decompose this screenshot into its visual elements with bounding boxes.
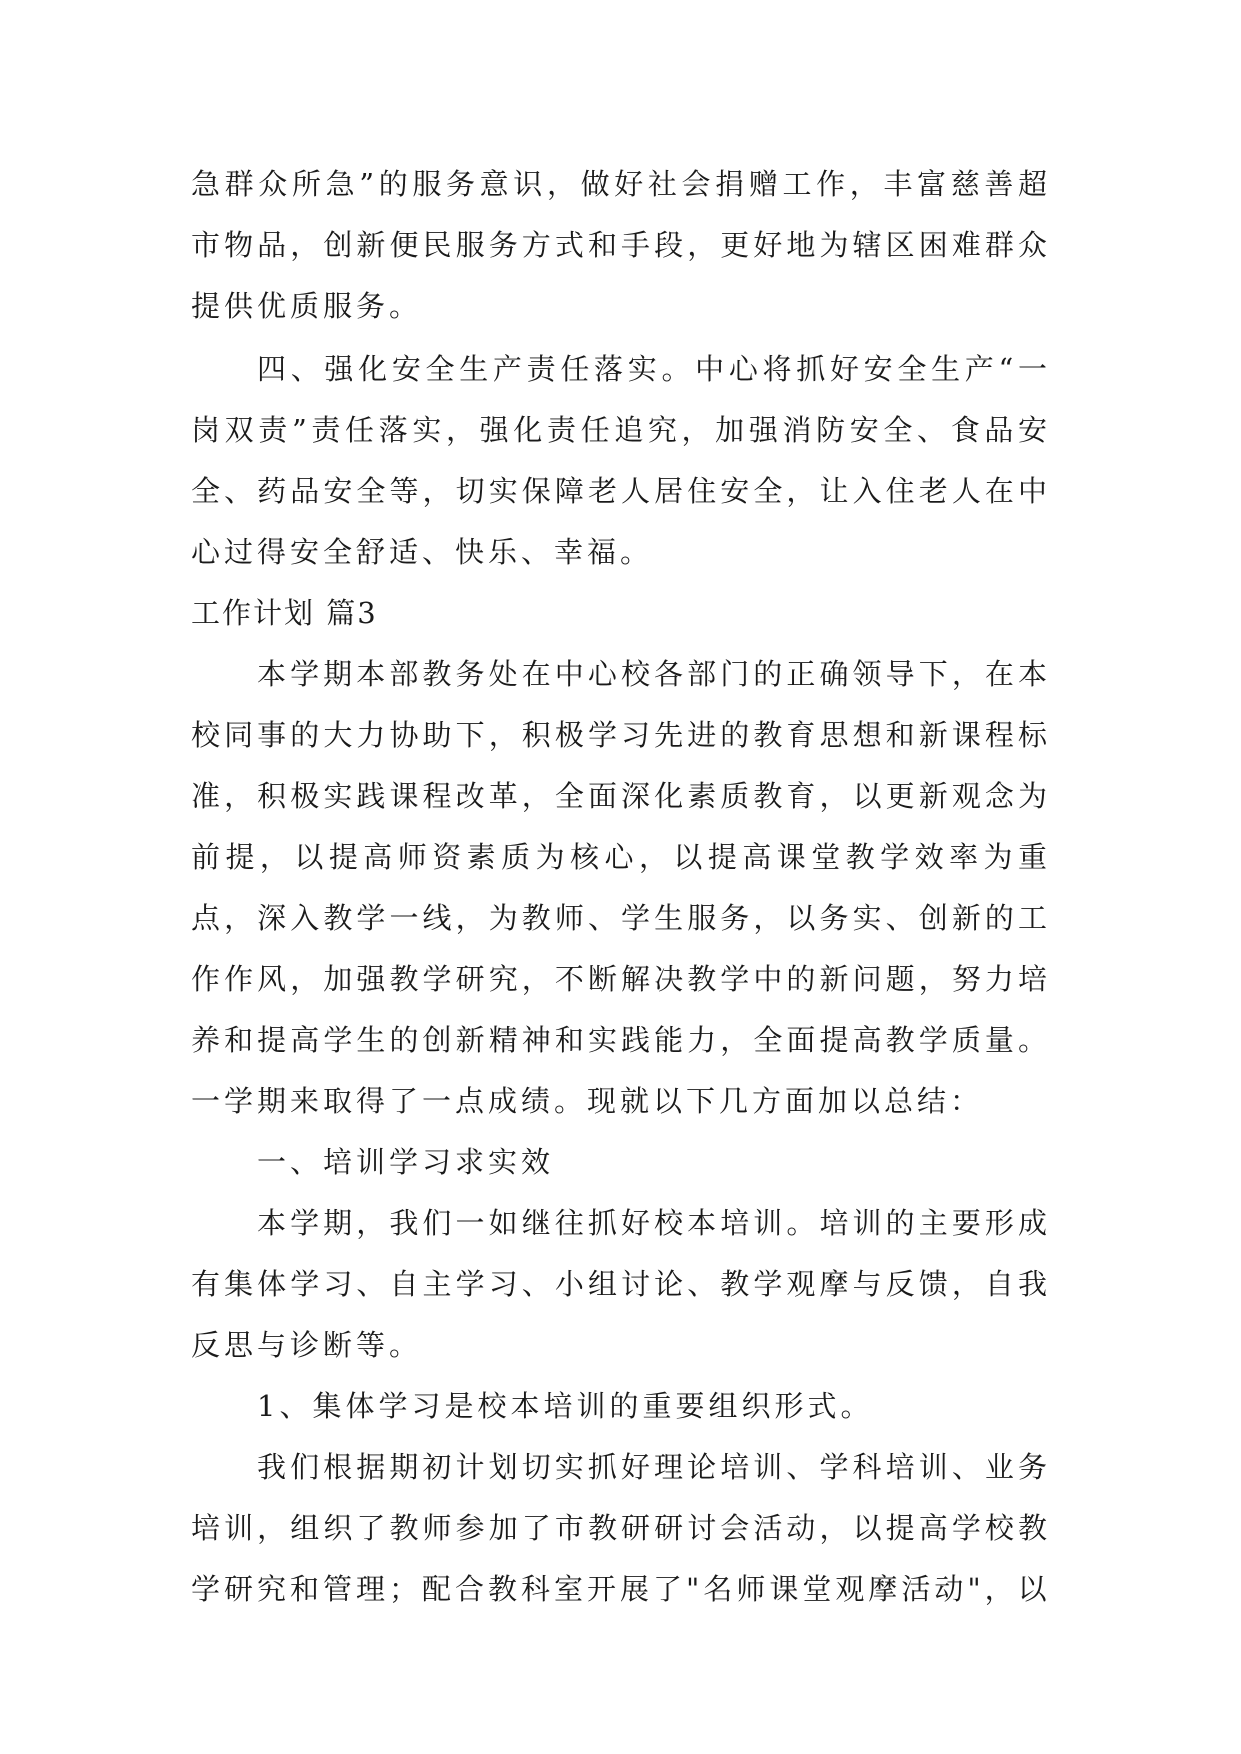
paragraph-training-plan: 我们根据期初计划切实抓好理论培训、学科培训、业务培训，组织了教师参加了市教研研讨会活动，以提高学校教学研究和管理；配合教科室开展了"名师课堂观摩活动"，以: [191, 1450, 1051, 1606]
paragraph-semester-summary: 本学期本部教务处在中心校各部门的正确领导下，在本校同事的大力协助下，积极学习先进的教育思想和新课程标准，积极实践课程改革，全面深化素质教育，以更新观念为前提，以提高师资素质为核心，以提高课堂教学效率为重点，深入教学一线，为教师、学生服务，以务实、创新的工作作风，加强教学研究，不断解决教学中的新问题，努力培养和提高学生的创新精神和实践能力，全面提高教学质量。一学期来取得了一点成绩。现就以下几方面加以总结：: [191, 657, 1051, 1118]
paragraph-safety-production: 四、强化安全生产责任落实。中心将抓好安全生产“一岗双责”责任落实，强化责任追究，加强消防安全、食品安全、药品安全等，切实保障老人居住安全，让入住老人在中心过得安全舒适、快乐、幸福。: [191, 352, 1051, 569]
item-collective-learning: 1、集体学习是校本培训的重要组织形式。: [257, 1389, 874, 1423]
document-body: [191, 154, 1051, 1620]
subheading-training: 一、培训学习求实效: [257, 1145, 555, 1179]
paragraph-school-training: 本学期，我们一如继往抓好校本培训。培训的主要形成有集体学习、自主学习、小组讨论、教学观摩与反馈，自我反思与诊断等。: [191, 1206, 1051, 1362]
paragraph-service-awareness: 急群众所急”的服务意识，做好社会捐赠工作，丰富慈善超市物品，创新便民服务方式和手段，更好地为辖区困难群众提供优质服务。: [191, 167, 1051, 323]
section-heading: 工作计划 篇3: [191, 596, 378, 630]
